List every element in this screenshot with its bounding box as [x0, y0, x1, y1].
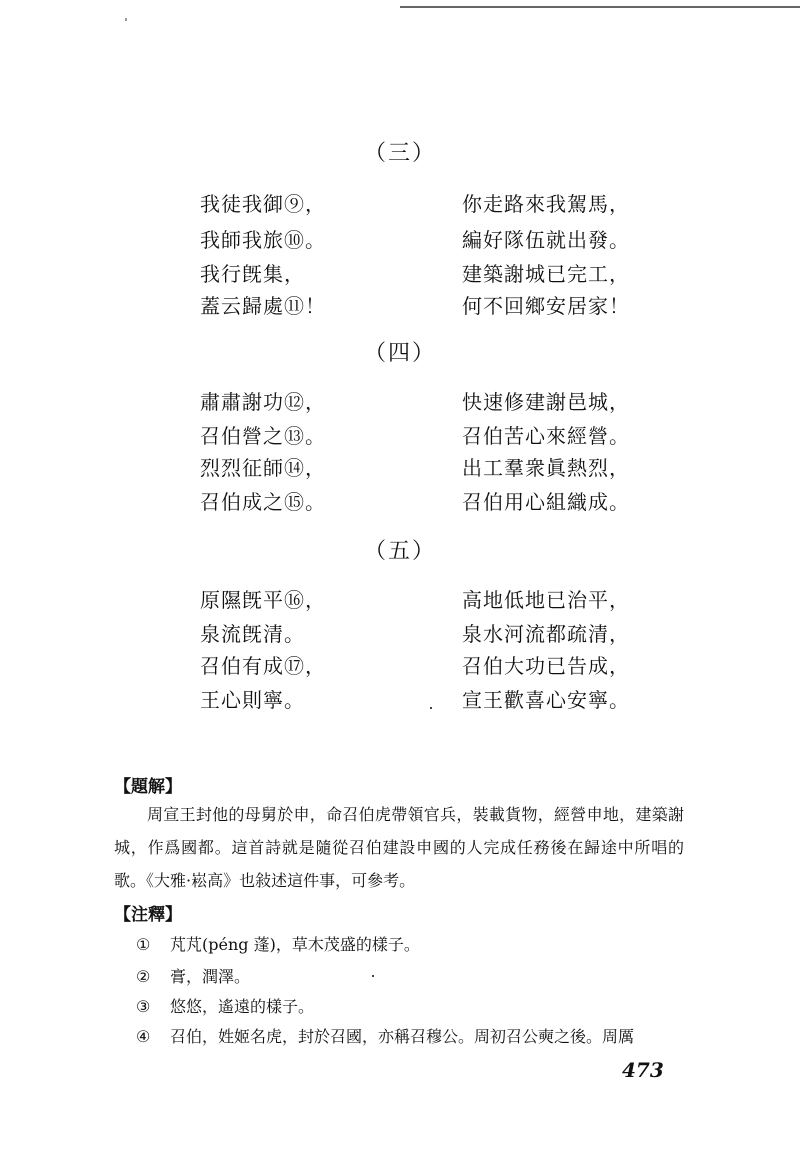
- poem-original-line: 王心則寧。: [200, 688, 305, 712]
- poem-translation-line: 召伯苦心來經營。: [462, 424, 630, 448]
- annotation-number: ④: [136, 1027, 151, 1046]
- poem-original-line: 肅肅謝功⑫，: [200, 390, 326, 414]
- poem-original-line: 我師我旅⑩。: [200, 228, 326, 252]
- poem-original-line: 泉流旣清。: [200, 622, 305, 646]
- annotation-item: [136, 1024, 686, 1047]
- annotation-number: ②: [136, 967, 151, 986]
- annotation-item: [136, 964, 686, 987]
- explanation-text: 周宣王封他的母舅於申，命召伯虎帶領官兵，裝載貨物，經營申地，建築謝城，作爲國都。這首詩就是隨從召伯建設申國的人完成任務後在歸途中所唱的歌。《大雅·崧高》也敍述這件事，可參考。: [114, 805, 684, 890]
- poem-original-line: 烈烈征師⑭，: [200, 456, 326, 480]
- scan-speck: [372, 975, 374, 977]
- poem-translation-line: 你走路來我駕馬，: [462, 192, 630, 216]
- annotation-item: [136, 932, 686, 955]
- poem-translation-line: 高地低地已治平，: [462, 588, 630, 612]
- annotation-text: 芃芃(péng 蓬)，草木茂盛的樣子。: [170, 935, 420, 954]
- poem-original-line: 蓋云歸處⑪！: [200, 294, 326, 318]
- poem-original-line: 我行旣集，: [200, 262, 305, 286]
- poem-translation-line: 建築謝城已完工，: [462, 262, 630, 286]
- poem-translation-line: 出工羣衆眞熱烈，: [462, 456, 630, 480]
- poem-translation-line: 編好隊伍就出發。: [462, 228, 630, 252]
- page-number: 473: [622, 1058, 664, 1082]
- annotation-number: ①: [136, 935, 151, 954]
- annotation-text: 悠悠，遙遠的樣子。: [170, 997, 315, 1016]
- poem-translation-line: 泉水河流都疏清，: [462, 622, 630, 646]
- poem-original-line: 召伯成之⑮。: [200, 490, 326, 514]
- explanation-heading: 【題解】: [114, 777, 182, 797]
- poem-original-line: 原隰旣平⑯，: [200, 588, 326, 612]
- section-heading-4: （四）: [363, 341, 436, 366]
- annotation-item: [136, 994, 686, 1017]
- poem-translation-line: 召伯大功已告成，: [462, 654, 630, 678]
- section-heading-5: （五）: [363, 539, 436, 564]
- annotation-text: 召伯，姓姬名虎，封於召國，亦稱召穆公。周初召公奭之後。周厲: [170, 1027, 635, 1046]
- poem-original-line: 召伯營之⑬。: [200, 424, 326, 448]
- scan-speck: [430, 707, 432, 709]
- scan-mark: [125, 18, 127, 21]
- poem-original-line: 我徒我御⑨，: [200, 192, 326, 216]
- poem-translation-line: 召伯用心組織成。: [462, 490, 630, 514]
- annotation-number: ③: [136, 997, 151, 1016]
- poem-original-line: 召伯有成⑰，: [200, 654, 326, 678]
- poem-translation-line: 宣王歡喜心安寧。: [462, 688, 630, 712]
- poem-translation-line: 何不回鄉安居家！: [462, 294, 630, 318]
- annotation-text: 膏，潤澤。: [170, 967, 251, 986]
- poem-translation-line: 快速修建謝邑城，: [462, 390, 630, 414]
- annotations-heading: 【注釋】: [114, 905, 182, 925]
- section-heading-3: （三）: [363, 141, 436, 166]
- top-border-rule: [400, 6, 800, 8]
